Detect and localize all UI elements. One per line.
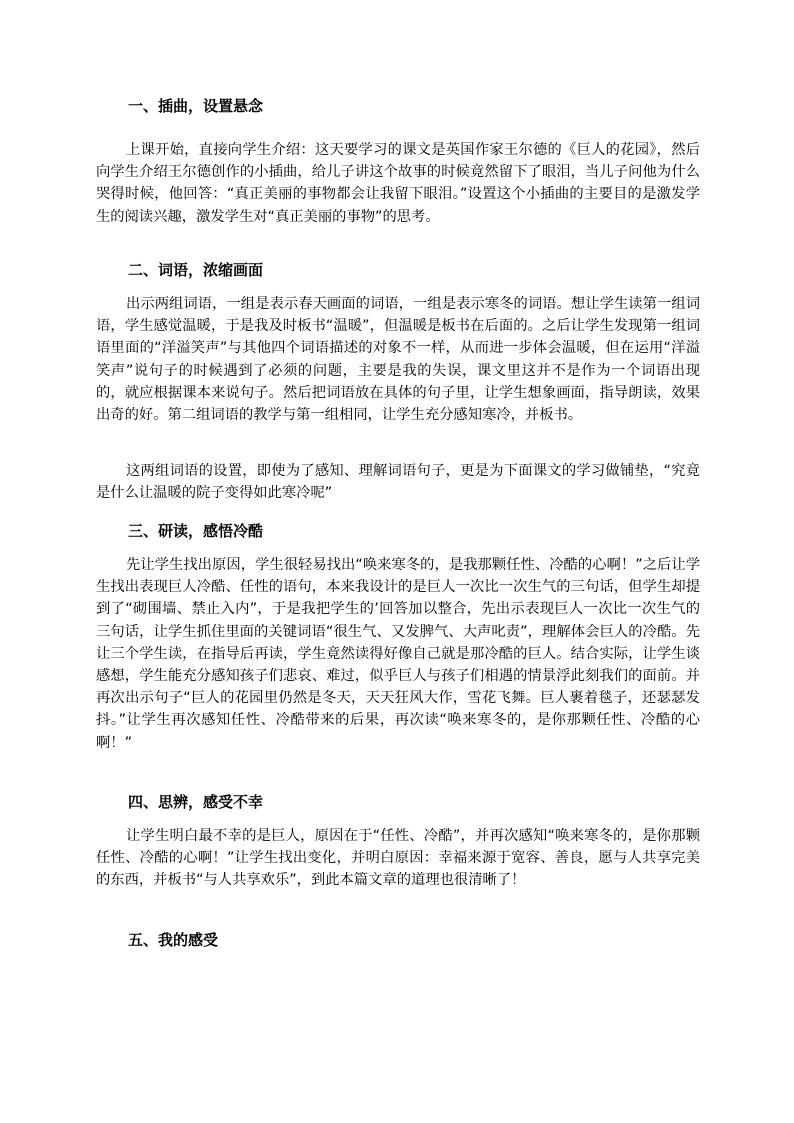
paragraph-2-2: 这两组词语的设置，即使为了感知、理解词语句子，更是为下面课文的学习做铺垫，“究竟是什么让温暖的院子变得如此寒冷呢” [96,463,700,502]
section-heading-3: 三、研读，感悟冷酷 [128,522,264,540]
paragraph-1-1: 上课开始，直接向学生介绍：这天要学习的课文是英国作家王尔德的《巨人的花园》，然后向学生介绍王尔德创作的小插曲，给儿子讲这个故事的时候竟然留下了眼泪，当儿子问他为什么哭得时候，他回答：“真正美丽的事物都会让我留下眼泪。”设置这个小插曲的主要目的是激发学生的阅读兴趣，激发学生对“真正美丽的事物”的思考。 [96,142,700,225]
section-heading-1: 一、插曲，设置悬念 [128,97,264,115]
section-heading-4: 四、思辨，感受不幸 [128,793,264,811]
section-heading-2: 二、词语，浓缩画面 [128,261,264,279]
section-heading-5: 五、我的感受 [128,931,219,949]
paragraph-2-1: 出示两组词语，一组是表示春天画面的词语，一组是表示寒冬的词语。想让学生读第一组词语，学生感觉温暖，于是我及时板书“温暖”，但温暖是板书在后面的。之后让学生发现第一组词语里面的“洋溢笑声”与其他四个词语描述的对象不一样，从而进一步体会温暖，但在运用“洋溢笑声”说句子的时候遇到了必须的问题，主要是我的失误，课文里这并不是作为一个词语出现的，就应根据课本来说句子。然后把词语放在具体的句子里，让学生想象画面，指导朗读，效果出奇的好。第二组词语的教学与第一组相同，让学生充分感知寒冷，并板书。 [96,296,700,424]
paragraph-4-1: 让学生明白最不幸的是巨人，原因在于“任性、冷酷”，并再次感知“唤来寒冬的，是你那颗任性、冷酷的心啊！”让学生找出变化，并明白原因：幸福来源于宽容、善良，愿与人共享完美的东西，并板书“与人共享欢乐”，到此本篇文章的道理也很清晰了！ [96,828,700,889]
paragraph-3-1: 先让学生找出原因，学生很轻易找出“唤来寒冬的，是我那颗任性、冷酷的心啊！”之后让学生找出表现巨人冷酷、任性的语句，本来我设计的是巨人一次比一次生气的三句话，但学生却提到了“砌围墙、禁止入内”，于是我把学生的’回答加以整合，先出示表现巨人一次比一次生气的三句话，让学生抓住里面的关键词语“很生气、又发脾气、大声叱责”，理解体会巨人的冷酷。先让三个学生读，在指导后再读，学生竟然读得好像自己就是那冷酷的巨人。结合实际，让学生谈感想，学生能充分感知孩子们悲哀、难过，似乎巨人与孩子们相遇的情景浮此刻我们的面前。并再次出示句子“巨人的花园里仍然是冬天，天天狂风大作，雪花飞舞。巨人裹着毯子，还瑟瑟发抖。”让学生再次感知任性、冷酷带来的后果，再次读“唤来寒冬的，是你那颗任性、冷酷的心啊！” [96,557,700,751]
